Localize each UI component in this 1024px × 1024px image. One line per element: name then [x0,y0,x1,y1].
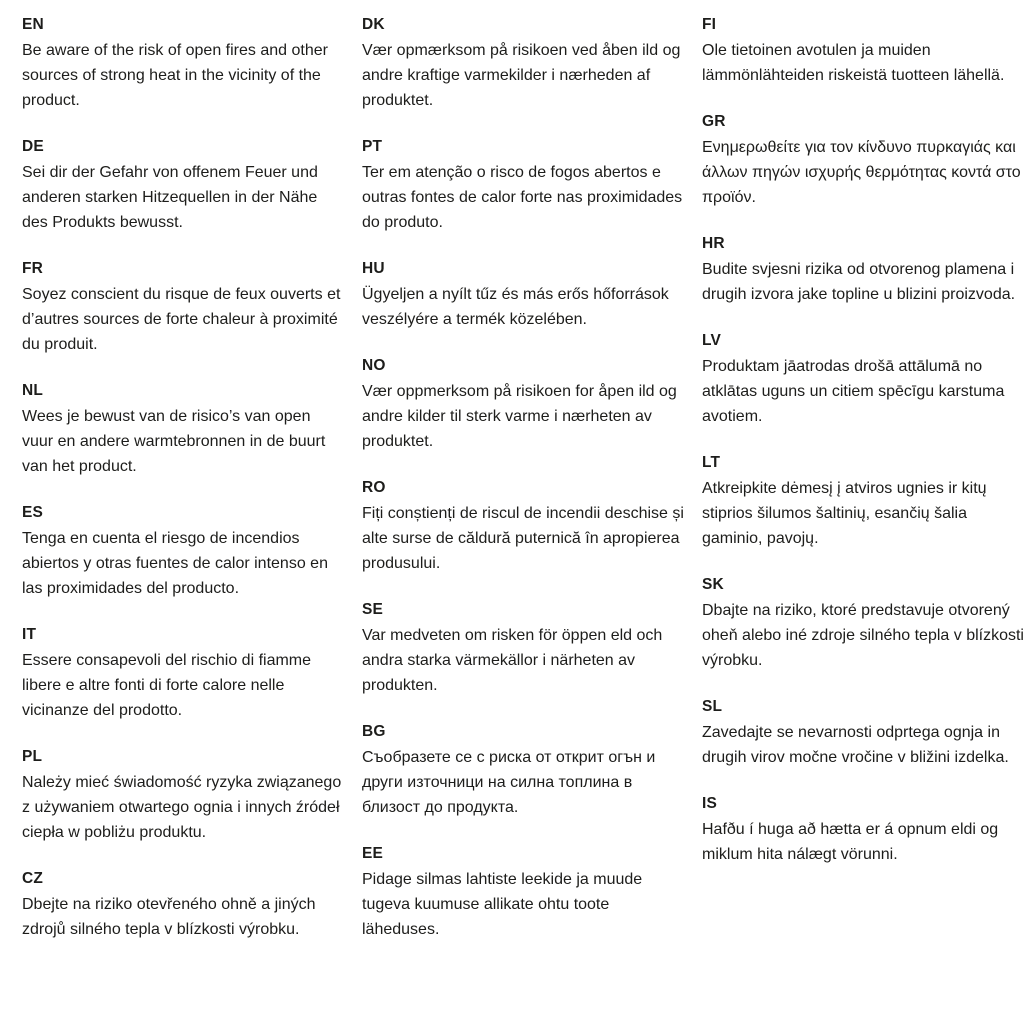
language-entry-pt [362,136,684,235]
language-entry-en [22,14,344,113]
columns-container [22,14,1024,965]
language-entry-nl [22,380,344,479]
column-2 [362,14,684,965]
warning-text: Съобразете се с риска от открит огън и други източници на силна топлина в близост до продукта. [362,749,656,816]
language-code: SK [702,576,724,593]
language-entry-pl [22,746,344,845]
language-entry-bg [362,721,684,820]
language-entry-sk [702,574,1024,673]
language-entry-fr [22,258,344,357]
language-entry-hu [362,258,684,332]
language-code: ES [22,504,44,521]
language-entry-ee [362,843,684,942]
warning-text: Atkreipkite dėmesį į atviros ugnies ir kitų stiprios šilumos šaltinių, esančių šalia gaminio, pavojų. [702,480,987,547]
warning-text: Soyez conscient du risque de feux ouverts et d’autres sources de forte chaleur à proximité du produit. [22,286,341,353]
language-entry-se [362,599,684,698]
warning-text: Be aware of the risk of open fires and other sources of strong heat in the vicinity of the product. [22,42,328,109]
language-code: SL [702,698,723,715]
column-1 [22,14,344,965]
warning-text: Dbajte na riziko, ktoré predstavuje otvorený oheň alebo iné zdroje silného tepla v blízkosti výrobku. [702,602,1024,669]
warning-text: Zavedajte se nevarnosti odprtega ognja in drugih virov močne vročine v bližini izdelka. [702,724,1009,766]
language-entry-gr [702,111,1024,210]
warning-text: Vær opmærksom på risikoen ved åben ild og andre kraftige varmekilder i nærheden af produktet. [362,42,681,109]
language-entry-no [362,355,684,454]
language-entry-lv [702,330,1024,429]
warning-text: Fiți conștienți de riscul de incendii deschise și alte surse de căldură puternică în apropierea produsului. [362,505,684,572]
language-code: LT [702,454,721,471]
warning-text: Hafðu í huga að hætta er á opnum eldi og miklum hita nálægt vörunni. [702,821,999,863]
language-entry-cz [22,868,344,942]
warning-text: Var medveten om risken för öppen eld och andra starka värmekällor i närheten av produkten. [362,627,663,694]
language-code: IT [22,626,37,643]
warning-text: Budite svjesni rizika od otvorenog plamena i drugih izvora jake topline u blizini proizvoda. [702,261,1016,303]
language-code: NO [362,357,386,374]
warning-text: Sei dir der Gefahr von offenem Feuer und anderen starken Hitzequellen in der Nähe des Produkts bewusst. [22,164,318,231]
language-code: NL [22,382,44,399]
language-code: CZ [22,870,44,887]
language-code: IS [702,795,718,812]
warning-text: Ole tietoinen avotulen ja muiden lämmönlähteiden riskeistä tuotteen lähellä. [702,42,1005,84]
language-code: HU [362,260,385,277]
language-entry-lt [702,452,1024,551]
language-code: GR [702,113,726,130]
language-code: LV [702,332,722,349]
language-code: EN [22,16,44,33]
language-entry-is [702,793,1024,867]
language-code: EE [362,845,384,862]
language-entry-fi [702,14,1024,88]
language-code: DE [22,138,44,155]
language-entry-dk [362,14,684,113]
language-entry-hr [702,233,1024,307]
warning-text: Należy mieć świadomość ryzyka związanego z używaniem otwartego ognia i innych źródeł ciepła w pobliżu produktu. [22,774,342,841]
language-code: PT [362,138,383,155]
warning-text: Ενημερωθείτε για τον κίνδυνο πυρκαγιάς και άλλων πηγών ισχυρής θερμότητας κοντά στο προϊόν. [702,139,1021,206]
language-code: HR [702,235,725,252]
warning-text: Pidage silmas lahtiste leekide ja muude tugeva kuumuse allikate ohtu toote läheduses. [362,871,643,938]
language-code: BG [362,723,386,740]
language-entry-de [22,136,344,235]
warning-text: Essere consapevoli del rischio di fiamme libere e altre fonti di forte calore nelle vicinanze del prodotto. [22,652,312,719]
language-code: DK [362,16,385,33]
warning-text: Produktam jāatrodas drošā attālumā no atklātas uguns un citiem spēcīgu karstuma avotiem. [702,358,1005,425]
language-code: FI [702,16,717,33]
warning-text: Wees je bewust van de risico’s van open vuur en andere warmtebronnen in de buurt van het product. [22,408,326,475]
warning-text: Dbejte na riziko otevřeného ohně a jiných zdrojů silného tepla v blízkosti výrobku. [22,896,316,938]
language-code: PL [22,748,43,765]
language-code: RO [362,479,386,496]
language-entry-es [22,502,344,601]
warning-text: Ügyeljen a nyílt tűz és más erős hőforrások veszélyére a termék közelében. [362,286,669,328]
column-3 [702,14,1024,965]
language-code: SE [362,601,384,618]
warning-text: Tenga en cuenta el riesgo de incendios abiertos y otras fuentes de calor intenso en las proximidades del producto. [22,530,328,597]
language-code: FR [22,260,44,277]
language-entry-ro [362,477,684,576]
language-entry-it [22,624,344,723]
warning-text: Ter em atenção o risco de fogos abertos e outras fontes de calor forte nas proximidades do produto. [362,164,683,231]
language-entry-sl [702,696,1024,770]
warning-text: Vær oppmerksom på risikoen for åpen ild og andre kilder til sterk varme i nærheten av produktet. [362,383,677,450]
